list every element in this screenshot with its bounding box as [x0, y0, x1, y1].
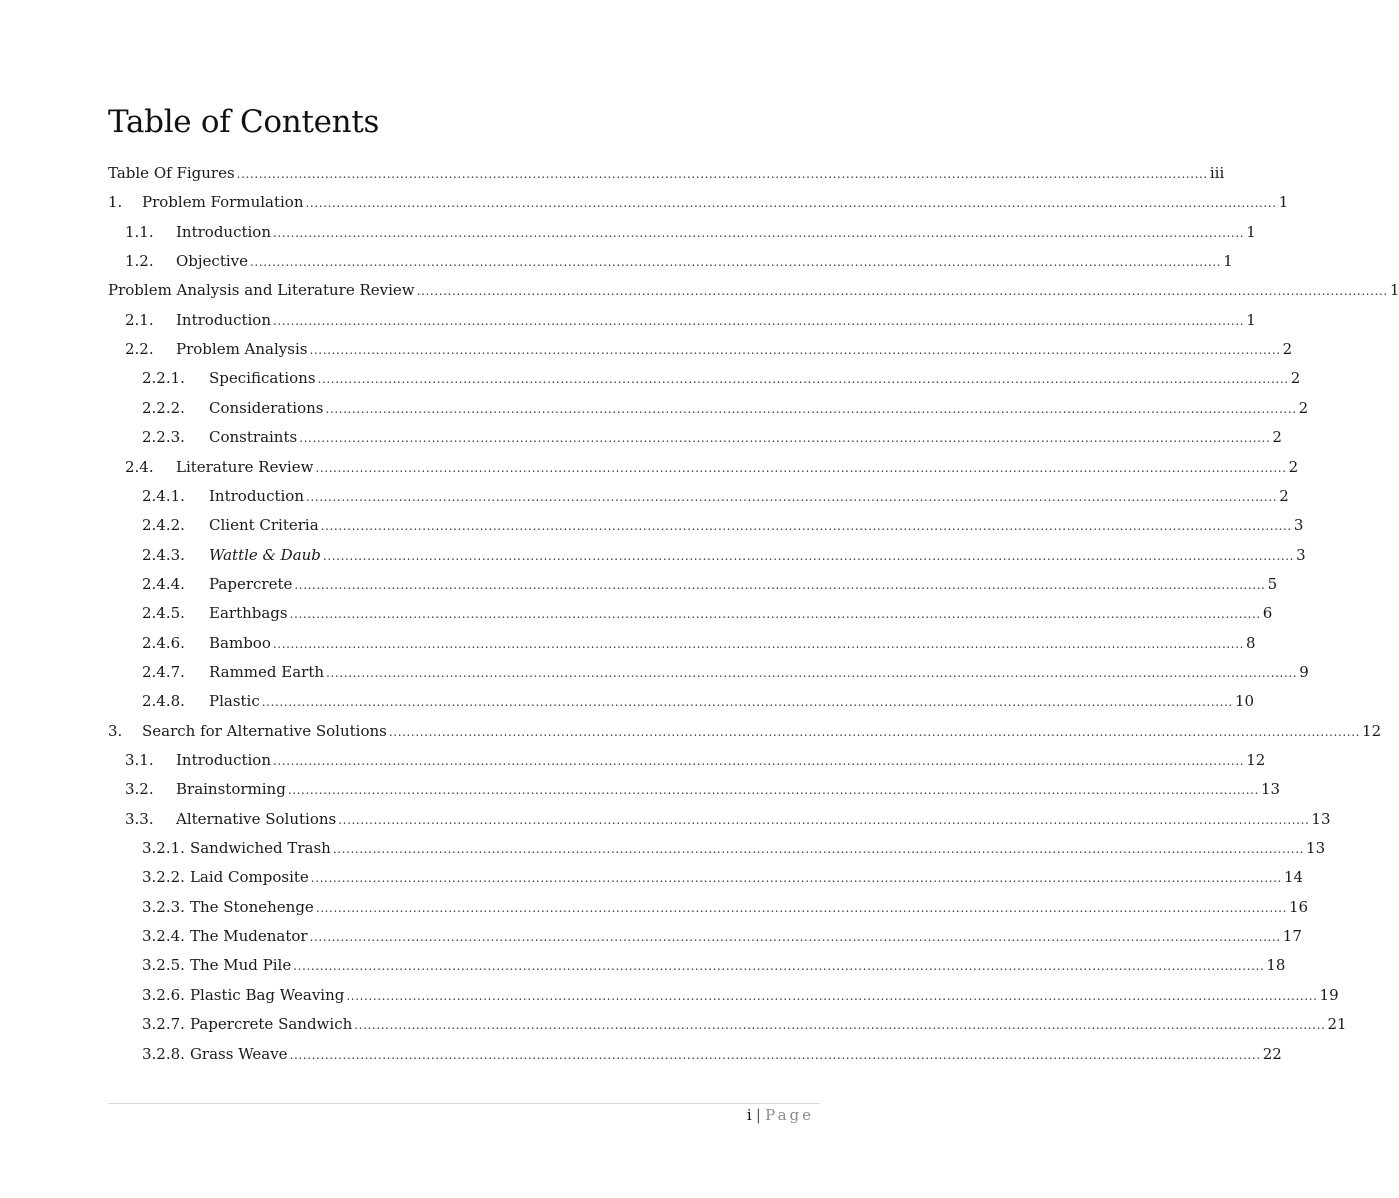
toc-entry[interactable]: [142, 365, 1301, 391]
toc-entry[interactable]: [142, 512, 1304, 538]
toc-entry[interactable]: [142, 864, 1304, 890]
toc-entry-title: Problem Formulation: [142, 193, 304, 212]
dot-leader: ............................................................................................................................................................................................................................: [273, 754, 1245, 768]
toc-entry-number: 1.: [108, 193, 123, 212]
toc-entry[interactable]: [142, 1041, 1282, 1067]
toc-entry-title: Introduction: [176, 222, 271, 241]
toc-entry[interactable]: [142, 982, 1339, 1008]
toc-entry-page: 2: [1288, 457, 1299, 476]
toc-entry[interactable]: [108, 160, 1225, 186]
toc-entry-number: 1.1.: [125, 222, 154, 241]
toc-entry-page: 8: [1246, 633, 1256, 652]
toc-entry-title: Client Criteria: [209, 516, 319, 535]
toc-entry[interactable]: [142, 894, 1309, 920]
toc-entry-page: 1: [1246, 310, 1256, 329]
dot-leader: ............................................................................................................................................................................................................................: [287, 783, 1259, 798]
toc-entry[interactable]: [108, 277, 1399, 303]
toc-entry-number: 1.2.: [125, 252, 154, 271]
toc-entry-page: iii: [1209, 164, 1225, 182]
footer-separator: |: [755, 1106, 763, 1124]
toc-entry[interactable]: [142, 923, 1302, 949]
toc-entry-page: 2: [1290, 369, 1301, 388]
dot-leader: ............................................................................................................................................................................................................................: [315, 900, 1287, 915]
dot-leader: ............................................................................................................................................................................................................................: [272, 636, 1245, 651]
toc-entry-title: Wattle & Daub: [209, 545, 321, 564]
toc-entry-number: 2.4.1.: [142, 486, 185, 505]
toc-entry-number: 2.4.4.: [142, 574, 185, 593]
toc-entry-number: 3.1.: [125, 751, 154, 769]
toc-entry-title: Constraints: [209, 428, 298, 447]
toc-entry[interactable]: [142, 630, 1256, 656]
toc-entry-page: 3: [1293, 516, 1304, 535]
toc-entry[interactable]: [142, 835, 1326, 861]
toc-entry-title: Introduction: [209, 486, 304, 505]
dot-leader: ............................................................................................................................................................................................................................: [309, 930, 1281, 945]
toc-entry-number: 3.2.2.: [142, 868, 185, 887]
toc-entry-title: Alternative Solutions: [176, 809, 337, 828]
toc-entry-page: 1: [1278, 193, 1289, 212]
toc-entry[interactable]: [142, 542, 1306, 568]
toc-entry-number: 2.4.: [125, 457, 154, 476]
toc-entry[interactable]: [142, 1011, 1347, 1037]
toc-entry-page: 9: [1299, 662, 1309, 681]
toc-entry[interactable]: [142, 600, 1273, 626]
dot-leader: ............................................................................................................................................................................................................................: [289, 1047, 1261, 1062]
dot-leader: ............................................................................................................................................................................................................................: [325, 401, 1297, 416]
dot-leader: ............................................................................................................................................................................................................................: [416, 284, 1388, 299]
dot-leader: ............................................................................................................................................................................................................................: [326, 665, 1298, 680]
toc-entry-page: 13: [1311, 809, 1331, 828]
toc-entry-number: 3.2.7.: [142, 1015, 185, 1034]
toc-entry-title: Problem Analysis: [176, 340, 308, 359]
toc-entry-title: Specifications: [209, 369, 316, 388]
toc-entry-number: 2.2.: [125, 340, 154, 359]
toc-entry[interactable]: [108, 189, 1289, 215]
toc-entry-title: Introduction: [176, 751, 271, 769]
toc-entry-title: Earthbags: [209, 604, 288, 623]
dot-leader: ............................................................................................................................................................................................................................: [305, 196, 1277, 211]
toc-entry-page: 2: [1298, 398, 1309, 417]
toc-entry-page: 14: [1283, 868, 1304, 887]
footer-divider: [108, 1103, 820, 1104]
toc-entry-page: 5: [1267, 574, 1278, 593]
toc-entry-number: 3.2.3.: [142, 897, 185, 916]
toc-entry[interactable]: [142, 688, 1255, 714]
dot-leader: ............................................................................................................................................................................................................................: [309, 343, 1281, 358]
toc-entry[interactable]: [142, 424, 1282, 450]
toc-entry-page: 13: [1261, 780, 1281, 799]
toc-entry-number: 2.4.3.: [142, 545, 185, 564]
toc-entry-title: The Stonehenge: [189, 897, 314, 916]
toc-entry-number: 2.2.2.: [142, 398, 185, 417]
toc-entry-title: Bamboo: [209, 633, 271, 652]
toc-entry[interactable]: [142, 571, 1278, 597]
toc-entry-number: 2.2.1.: [142, 369, 185, 388]
page-footer: [747, 1106, 814, 1124]
dot-leader: ............................................................................................................................................................................................................................: [315, 460, 1287, 475]
toc-entry[interactable]: [142, 483, 1289, 509]
toc-entry[interactable]: [125, 747, 1266, 773]
toc-entry-number: 2.2.3.: [142, 428, 185, 447]
toc-entry-number: 3.: [108, 721, 123, 740]
toc-entry-title: Papercrete Sandwich: [189, 1015, 353, 1034]
dot-leader: ............................................................................................................................................................................................................................: [354, 1018, 1326, 1033]
toc-entry-number: 3.2.8.: [142, 1044, 185, 1063]
toc-entry-page: 17: [1282, 927, 1302, 946]
dot-leader: ............................................................................................................................................................................................................................: [322, 548, 1295, 563]
toc-entry-page: 13: [1306, 839, 1326, 858]
dot-leader: ............................................................................................................................................................................................................................: [261, 695, 1233, 710]
toc-entry-title: Introduction: [176, 310, 271, 329]
toc-entry[interactable]: [108, 718, 1382, 744]
toc-entry-page: 10: [1234, 692, 1255, 711]
toc-entry-title: Grass Weave: [189, 1044, 288, 1063]
toc-entry-page: 1: [1223, 252, 1233, 271]
toc-entry-title: Rammed Earth: [209, 662, 325, 681]
toc-entry-number: 2.4.8.: [142, 692, 185, 711]
toc-entry-number: 2.4.7.: [142, 662, 185, 681]
toc-entry-title: Problem Analysis and Literature Review: [108, 281, 415, 300]
toc-entry-number: 2.4.6.: [142, 633, 185, 652]
toc-entry-page: 1: [1389, 281, 1399, 300]
toc-entry[interactable]: [142, 395, 1309, 421]
dot-leader: ............................................................................................................................................................................................................................: [346, 988, 1318, 1003]
toc-entry-number: 3.2.1.: [142, 839, 185, 858]
toc-entry-number: 3.2.6.: [142, 985, 185, 1004]
footer-page-number: i: [746, 1106, 753, 1124]
toc-entry-number: 3.3.: [125, 809, 154, 828]
dot-leader: ............................................................................................................................................................................................................................: [273, 225, 1245, 240]
toc-entry-title: Papercrete: [209, 574, 293, 593]
page-title: Table of Contents: [108, 104, 380, 140]
dot-leader: ............................................................................................................................................................................................................................: [293, 959, 1265, 974]
toc-entry[interactable]: [125, 776, 1281, 802]
toc-entry[interactable]: [125, 454, 1299, 480]
toc-entry-title: Search for Alternative Solutions: [142, 721, 387, 740]
toc-entry-number: 3.2.5.: [142, 956, 185, 975]
dot-leader: ............................................................................................................................................................................................................................: [388, 724, 1361, 739]
toc-entry-title: Plastic Bag Weaving: [189, 985, 345, 1004]
dot-leader: ............................................................................................................................................................................................................................: [332, 842, 1305, 857]
toc-entry-page: 2: [1272, 428, 1282, 447]
toc-entry-page: 1: [1246, 222, 1256, 241]
dot-leader: ............................................................................................................................................................................................................................: [250, 255, 1222, 270]
dot-leader: ............................................................................................................................................................................................................................: [317, 372, 1289, 387]
toc-entry-title: Plastic: [209, 692, 260, 711]
dot-leader: ............................................................................................................................................................................................................................: [273, 313, 1245, 328]
toc-entry-title: Considerations: [209, 398, 324, 417]
dot-leader: ............................................................................................................................................................................................................................: [306, 489, 1278, 504]
toc-entry[interactable]: [125, 806, 1331, 832]
dot-leader: ............................................................................................................................................................................................................................: [299, 431, 1271, 446]
toc-entry-page: 2: [1279, 486, 1289, 505]
dot-leader: ............................................................................................................................................................................................................................: [289, 607, 1261, 622]
toc-entry-number: 2.4.2.: [142, 516, 185, 535]
toc-entry-number: 2.1.: [125, 310, 154, 329]
dot-leader: ............................................................................................................................................................................................................................: [294, 577, 1266, 592]
toc-entry-title: Objective: [176, 252, 249, 271]
toc-entry-page: 21: [1327, 1015, 1347, 1034]
toc-entry-title: Brainstorming: [176, 780, 286, 799]
toc-entry-page: 12: [1246, 751, 1266, 769]
footer-page-label: Page: [765, 1106, 814, 1124]
toc-entry-title: The Mud Pile: [189, 956, 292, 975]
toc-entry-page: 3: [1296, 545, 1306, 564]
toc-entry-number: 3.2.4.: [142, 927, 185, 946]
toc-entry-page: 2: [1282, 340, 1293, 359]
toc-entry[interactable]: [142, 952, 1286, 978]
toc-entry-page: 6: [1262, 604, 1273, 623]
toc-entry[interactable]: [125, 336, 1293, 362]
toc-entry[interactable]: [125, 219, 1256, 245]
dot-leader: ............................................................................................................................................................................................................................: [236, 167, 1208, 181]
toc-entry-number: 3.2.: [125, 780, 154, 799]
toc-entry-page: 12: [1362, 721, 1382, 740]
toc-entry-title: Laid Composite: [189, 868, 309, 887]
toc-entry[interactable]: [125, 248, 1233, 274]
toc-entry-page: 19: [1319, 985, 1339, 1004]
toc-entry-number: 2.4.5.: [142, 604, 185, 623]
dot-leader: ............................................................................................................................................................................................................................: [338, 812, 1310, 827]
toc-entry-page: 16: [1289, 897, 1309, 916]
dot-leader: ............................................................................................................................................................................................................................: [320, 519, 1292, 534]
toc-entry[interactable]: [142, 659, 1309, 685]
toc-entry-page: 18: [1266, 956, 1286, 975]
toc-entry[interactable]: [125, 307, 1256, 333]
toc-entry-title: Sandwiched Trash: [189, 839, 331, 858]
dot-leader: ............................................................................................................................................................................................................................: [310, 871, 1282, 886]
toc-entry-title: Table Of Figures: [108, 164, 235, 182]
toc-entry-page: 22: [1262, 1044, 1282, 1063]
toc-entry-title: Literature Review: [176, 457, 314, 476]
toc-entry-title: The Mudenator: [189, 927, 308, 946]
